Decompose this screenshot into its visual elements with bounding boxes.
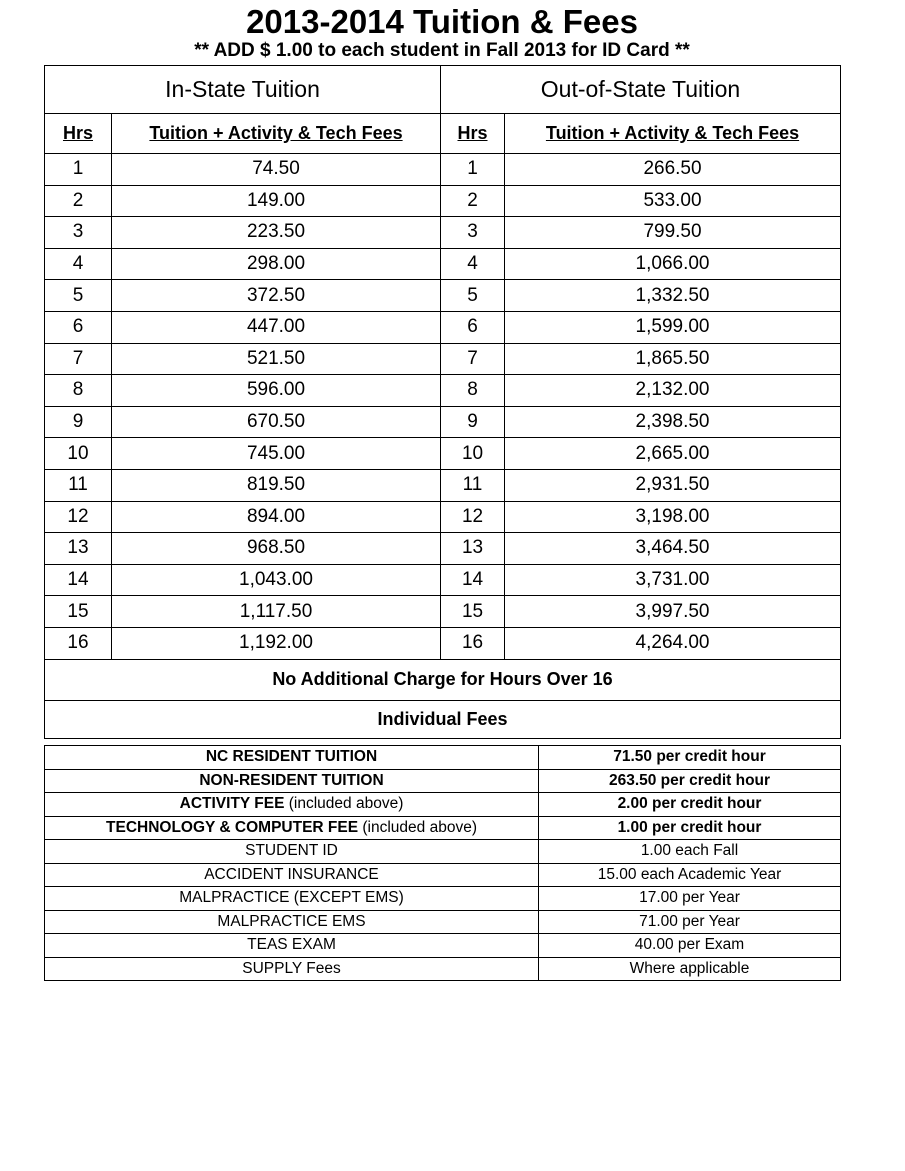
no-additional-charge-row xyxy=(45,659,841,700)
fee-label: TECHNOLOGY & COMPUTER FEE xyxy=(106,818,359,836)
out-hrs-header: Hrs xyxy=(441,114,505,154)
in-amount-cell: 1,117.50 xyxy=(112,596,441,628)
in-hrs-cell: 6 xyxy=(45,311,112,343)
out-hrs-cell: 11 xyxy=(441,469,505,501)
in-amount-cell: 1,192.00 xyxy=(112,627,441,659)
out-hrs-cell: 10 xyxy=(441,438,505,470)
page-title: 2013-2014 Tuition & Fees xyxy=(246,3,638,40)
table-row xyxy=(45,217,841,249)
individual-fees-header-row xyxy=(45,700,841,738)
in-amount-cell: 74.50 xyxy=(112,154,441,186)
in-hrs-cell: 16 xyxy=(45,627,112,659)
in-hrs-cell: 11 xyxy=(45,469,112,501)
out-amount-cell: 2,931.50 xyxy=(505,469,841,501)
table-row xyxy=(45,343,841,375)
in-hrs-cell: 12 xyxy=(45,501,112,533)
out-amount-cell: 1,599.00 xyxy=(505,311,841,343)
out-hrs-cell: 2 xyxy=(441,185,505,217)
table-row xyxy=(45,280,841,312)
out-hrs-cell: 16 xyxy=(441,627,505,659)
fee-row-student-id xyxy=(45,840,841,864)
out-hrs-cell: 13 xyxy=(441,533,505,565)
table-row xyxy=(45,375,841,407)
fee-label: NC RESIDENT TUITION xyxy=(45,746,539,770)
out-amount-cell: 3,997.50 xyxy=(505,596,841,628)
fee-row-technology xyxy=(45,816,841,840)
fee-label: MALPRACTICE (EXCEPT EMS) xyxy=(45,887,539,911)
fee-row-malpractice-ems xyxy=(45,910,841,934)
table-row xyxy=(45,185,841,217)
in-hrs-cell: 14 xyxy=(45,564,112,596)
table-row xyxy=(45,596,841,628)
table-row xyxy=(45,248,841,280)
in-hrs-cell: 2 xyxy=(45,185,112,217)
tuition-table xyxy=(44,65,841,739)
fee-row-supply xyxy=(45,957,841,981)
individual-fees-header: Individual Fees xyxy=(45,700,841,738)
fee-label: MALPRACTICE EMS xyxy=(45,910,539,934)
out-hrs-cell: 4 xyxy=(441,248,505,280)
in-hrs-cell: 15 xyxy=(45,596,112,628)
out-amount-cell: 533.00 xyxy=(505,185,841,217)
in-amount-cell: 298.00 xyxy=(112,248,441,280)
in-hrs-cell: 1 xyxy=(45,154,112,186)
in-amount-cell: 521.50 xyxy=(112,343,441,375)
out-amount-cell: 3,731.00 xyxy=(505,564,841,596)
fee-row-accident-insurance xyxy=(45,863,841,887)
in-amount-cell: 223.50 xyxy=(112,217,441,249)
out-amount-cell: 1,066.00 xyxy=(505,248,841,280)
out-amount-cell: 266.50 xyxy=(505,154,841,186)
fees-table xyxy=(44,745,841,981)
in-amount-cell: 819.50 xyxy=(112,469,441,501)
out-hrs-cell: 5 xyxy=(441,280,505,312)
in-hrs-cell: 4 xyxy=(45,248,112,280)
fee-label: NON-RESIDENT TUITION xyxy=(45,769,539,793)
out-hrs-cell: 6 xyxy=(441,311,505,343)
fee-label: SUPPLY Fees xyxy=(45,957,539,981)
out-amount-cell: 1,865.50 xyxy=(505,343,841,375)
in-amount-cell: 894.00 xyxy=(112,501,441,533)
out-state-header: Out-of-State Tuition xyxy=(441,66,841,114)
out-amount-cell: 2,665.00 xyxy=(505,438,841,470)
fee-value: 40.00 per Exam xyxy=(539,934,841,958)
fee-value: 71.00 per Year xyxy=(539,910,841,934)
out-hrs-cell: 3 xyxy=(441,217,505,249)
fee-note: (included above) xyxy=(362,818,477,836)
in-hrs-cell: 13 xyxy=(45,533,112,565)
fee-value: 15.00 each Academic Year xyxy=(539,863,841,887)
fee-row-nc-resident xyxy=(45,746,841,770)
in-fees-header: Tuition + Activity & Tech Fees xyxy=(112,114,441,154)
out-amount-cell: 3,198.00 xyxy=(505,501,841,533)
in-amount-cell: 372.50 xyxy=(112,280,441,312)
out-hrs-cell: 8 xyxy=(441,375,505,407)
out-hrs-cell: 12 xyxy=(441,501,505,533)
table-row xyxy=(45,311,841,343)
fee-value: 2.00 per credit hour xyxy=(539,793,841,817)
fee-label: ACCIDENT INSURANCE xyxy=(45,863,539,887)
in-amount-cell: 447.00 xyxy=(112,311,441,343)
in-amount-cell: 968.50 xyxy=(112,533,441,565)
fee-row-non-resident xyxy=(45,769,841,793)
fee-value: 71.50 per credit hour xyxy=(539,746,841,770)
out-amount-cell: 1,332.50 xyxy=(505,280,841,312)
fee-label: STUDENT ID xyxy=(45,840,539,864)
table-row xyxy=(45,627,841,659)
table-row xyxy=(45,406,841,438)
table-row xyxy=(45,533,841,565)
in-hrs-cell: 9 xyxy=(45,406,112,438)
out-hrs-cell: 15 xyxy=(441,596,505,628)
fee-value: 17.00 per Year xyxy=(539,887,841,911)
table-row xyxy=(45,438,841,470)
out-amount-cell: 4,264.00 xyxy=(505,627,841,659)
out-fees-header: Tuition + Activity & Tech Fees xyxy=(505,114,841,154)
section-header-row xyxy=(45,66,841,114)
table-row xyxy=(45,501,841,533)
out-amount-cell: 2,398.50 xyxy=(505,406,841,438)
out-amount-cell: 799.50 xyxy=(505,217,841,249)
fee-value: 1.00 per credit hour xyxy=(539,816,841,840)
table-row xyxy=(45,469,841,501)
in-amount-cell: 596.00 xyxy=(112,375,441,407)
in-hrs-cell: 5 xyxy=(45,280,112,312)
fee-note: (included above) xyxy=(288,795,404,813)
in-hrs-cell: 8 xyxy=(45,375,112,407)
fee-label: TEAS EXAM xyxy=(45,934,539,958)
fee-row-activity xyxy=(45,793,841,817)
in-hrs-header: Hrs xyxy=(45,114,112,154)
page-subtitle: ** ADD $ 1.00 to each student in Fall 2013 for ID Card ** xyxy=(194,40,690,61)
out-hrs-cell: 9 xyxy=(441,406,505,438)
fee-label-cell xyxy=(45,816,539,840)
out-amount-cell: 3,464.50 xyxy=(505,533,841,565)
in-amount-cell: 1,043.00 xyxy=(112,564,441,596)
in-amount-cell: 745.00 xyxy=(112,438,441,470)
column-header-row xyxy=(45,114,841,154)
in-state-header: In-State Tuition xyxy=(45,66,441,114)
in-hrs-cell: 10 xyxy=(45,438,112,470)
fee-row-teas-exam xyxy=(45,934,841,958)
out-hrs-cell: 14 xyxy=(441,564,505,596)
fee-value: 263.50 per credit hour xyxy=(539,769,841,793)
in-hrs-cell: 3 xyxy=(45,217,112,249)
table-row xyxy=(45,564,841,596)
in-amount-cell: 149.00 xyxy=(112,185,441,217)
fee-value: 1.00 each Fall xyxy=(539,840,841,864)
fee-label: ACTIVITY FEE xyxy=(179,795,285,813)
out-hrs-cell: 7 xyxy=(441,343,505,375)
no-additional-charge-note: No Additional Charge for Hours Over 16 xyxy=(45,659,841,700)
table-row xyxy=(45,154,841,186)
in-hrs-cell: 7 xyxy=(45,343,112,375)
fee-value: Where applicable xyxy=(539,957,841,981)
fee-row-malpractice xyxy=(45,887,841,911)
out-hrs-cell: 1 xyxy=(441,154,505,186)
fee-label-cell xyxy=(45,793,539,817)
out-amount-cell: 2,132.00 xyxy=(505,375,841,407)
in-amount-cell: 670.50 xyxy=(112,406,441,438)
